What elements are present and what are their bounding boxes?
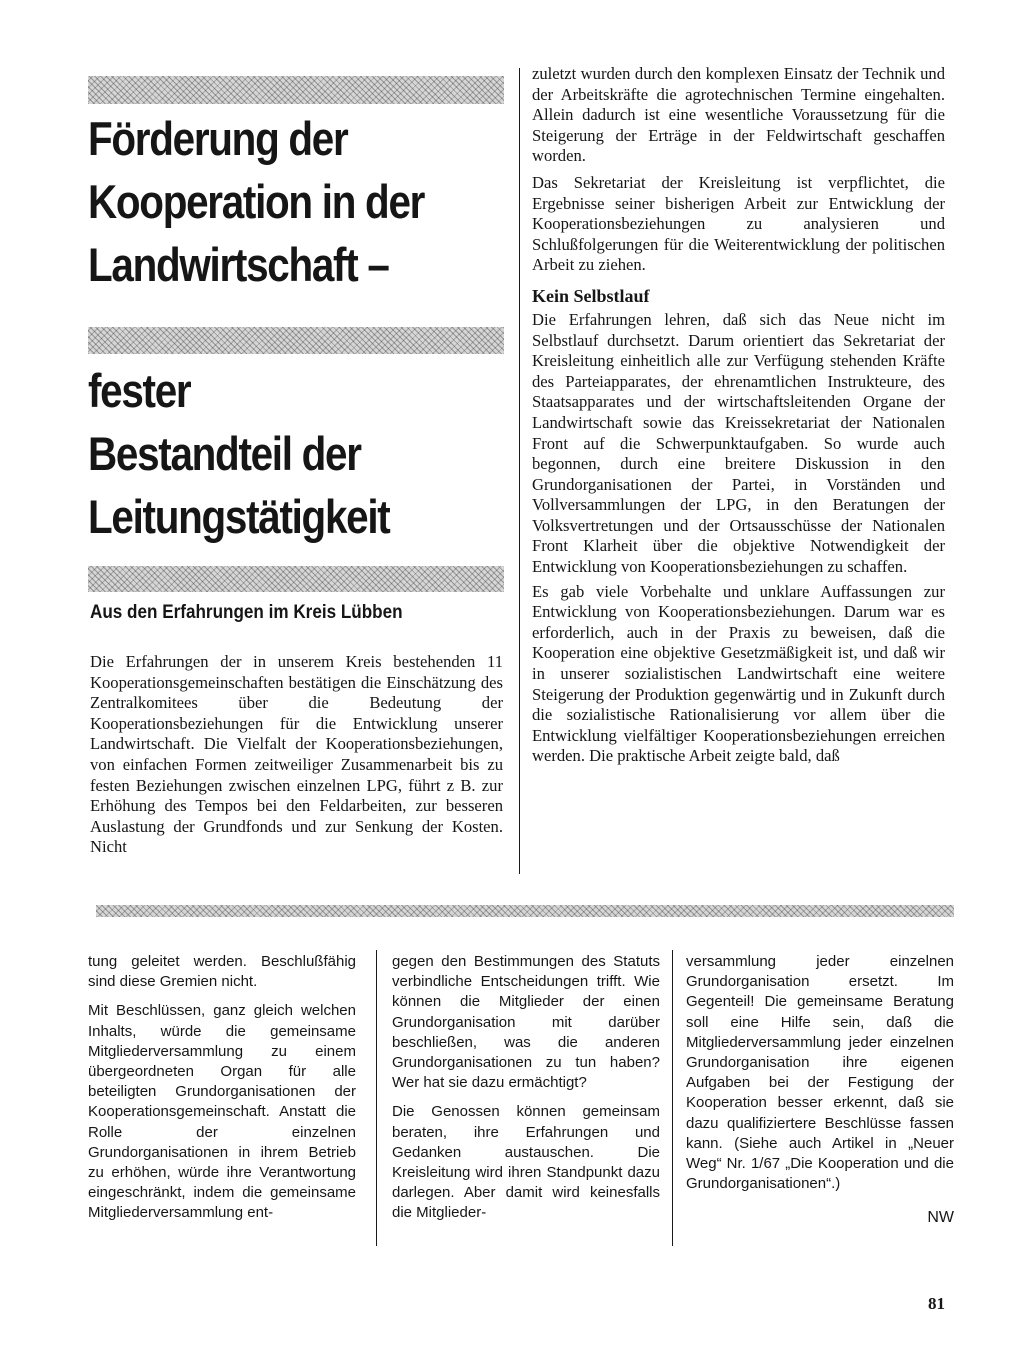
- col1-paragraph-2: Mit Beschlüssen, ganz gleich welchen Inhalts, würde die gemeinsame Mitgliederversammlung zu einem übergeordneten Organ für alle beteiligten Grundorganisationen der Kooperationsgemeinschaft. Anstatt die Rolle der einzelnen Grundorganisationen in ihrem Betrieb zu erhöhen, würde ihre Verantwortung eingeschränkt, indem die gemeinsame Mitgliederversammlung ent-: [88, 1002, 356, 1222]
- col3-paragraph-1: versammlung jeder einzelnen Grundorganisation ersetzt. Im Gegenteil! Die gemeinsame Beratung soll eine Hilfe sein, daß die Mitgliederversammlung jeder einzelnen Grundorganisation ihre eigenen Aufgaben bei der Festigung der Kooperation besser erkennt, daß sie dazu qualifiziertere Beschlüsse fassen kann. (Siehe auch Artikel in „Neuer Weg“ Nr. 1/67 „Die Kooperation und die Grundorganisationen“.): [686, 953, 954, 1193]
- headline-line-4: fester: [88, 364, 191, 417]
- headline-line-2: Kooperation in der: [88, 175, 425, 228]
- screen-bar-lower: [88, 566, 504, 592]
- lower-column-1: [88, 952, 356, 1224]
- lower-column-2: [392, 952, 660, 1224]
- page-number: 81: [928, 1294, 945, 1313]
- column-divider-upper: [519, 68, 520, 874]
- col1-paragraph-1: tung geleitet werden. Beschlußfähig sind diese Gremien nicht.: [88, 953, 356, 991]
- screen-bar-top: [88, 76, 504, 104]
- headline-part-2: [88, 362, 439, 546]
- screen-bar-middle: [88, 327, 504, 354]
- right-paragraph-2: Das Sekretariat der Kreisleitung ist verpflichtet, die Ergebnisse seiner bisherigen Arbeit zur Entwicklung der Kooperationsbeziehungen zu analysieren und Schlußfolgerungen für die Weiterentwicklung der politischen Arbeit zu ziehen.: [532, 172, 945, 275]
- headline-line-6: Leitungstätigkeit: [88, 490, 390, 543]
- lower-column-3: [686, 952, 954, 1229]
- col2-paragraph-1: gegen den Bestimmungen des Statuts verbindliche Entscheidungen trifft. Wie können die Mitglieder der einen Grundorganisation mit darüber beschließen, was die anderen Grundorganisationen zu tun haben? Wer hat sie dazu ermächtigt?: [392, 953, 660, 1092]
- screen-bar-wide: [96, 905, 954, 917]
- signature: NW: [927, 1209, 954, 1227]
- column-divider-lower-2: [672, 950, 673, 1246]
- headline-line-5: Bestandteil der: [88, 427, 361, 480]
- headline-line-1: Förderung der: [88, 112, 348, 165]
- column-divider-lower-1: [376, 950, 377, 1246]
- col2-paragraph-2: Die Genossen können gemeinsam beraten, ihre Erfahrungen und Gedanken austauschen. Die Kreisleitung wird ihren Standpunkt dazu darlegen. Aber damit wird keinesfalls die Mitglieder-: [392, 1103, 660, 1222]
- left-body-text: Die Erfahrungen der in unserem Kreis bestehenden 11 Kooperationsgemeinschaften bestätigen die Einschätzung des Zentralkomitees über die Bedeutung der Kooperationsbeziehungen für die Entwicklung unserer Landwirtschaft. Die Vielfalt der Kooperationsbeziehungen, von einfachen Formen zeitweiliger Zusammenarbeit bis zu festen Beziehungen zwischen einzelnen LPG, führt z B. zur Erhöhung des Tempos bei den Feldarbeiten, zur besseren Auslastung der Grundfonds und zur Senkung der Kosten. Nicht: [90, 652, 503, 857]
- right-paragraph-4: Es gab viele Vorbehalte und unklare Auffassungen zur Entwicklung von Kooperationsbeziehungen. Darum war es erforderlich, auch in der Praxis zu beweisen, daß die Kooperation eine objektive Gesetzmäßigkeit ist, und daß wir in unserer sozialistischen Landwirtschaft eine weitere Steigerung der Produktion gegenwärtig und in Zukunft durch die sozialistische Rationalisierung vor allem über die Entwicklung vielfältiger Kooperationsbeziehungen erreichen werden. Die praktische Arbeit zeigte bald, daß: [532, 581, 945, 766]
- headline-line-3: Landwirtschaft –: [88, 238, 389, 291]
- section-heading: Kein Selbstlauf: [532, 285, 650, 306]
- right-paragraph-3: Die Erfahrungen lehren, daß sich das Neue nicht im Selbstlauf durchsetzt. Darum orientiert das Sekretariat der Kreisleitung einheitlich alle zur Verfügung stehenden Kräfte des Parteiapparates, der ehrenamtlichen Instrukteure, des Staatsapparates und der wirtschaftsleitenden Organe der Landwirtschaft sowie das Kreissekretariat der Nationalen Front auf die Schwerpunktaufgaben. So wurde auch begonnen, durch eine breitere Diskussion in den Grundorganisationen der Partei, in Vorständen und Vollversammlungen der LPG, in den Beratungen der Volksvertretungen und der Ortsausschüsse der Nationalen Front Klarheit über die objektive Notwendigkeit der Entwicklung von Kooperationsbeziehungen zu schaffen.: [532, 309, 945, 577]
- right-column: [532, 64, 945, 767]
- right-paragraph-1: zuletzt wurden durch den komplexen Einsatz der Technik und der Arbeitskräfte die agrotechnischen Termine eingehalten. Allein dadurch ist eine wesentliche Voraussetzung für die Steigerung der Erträge in der Feldwirtschaft geschaffen worden.: [532, 64, 945, 166]
- subheadline: Aus den Erfahrungen im Kreis Lübben: [90, 602, 403, 623]
- headline: [88, 110, 479, 294]
